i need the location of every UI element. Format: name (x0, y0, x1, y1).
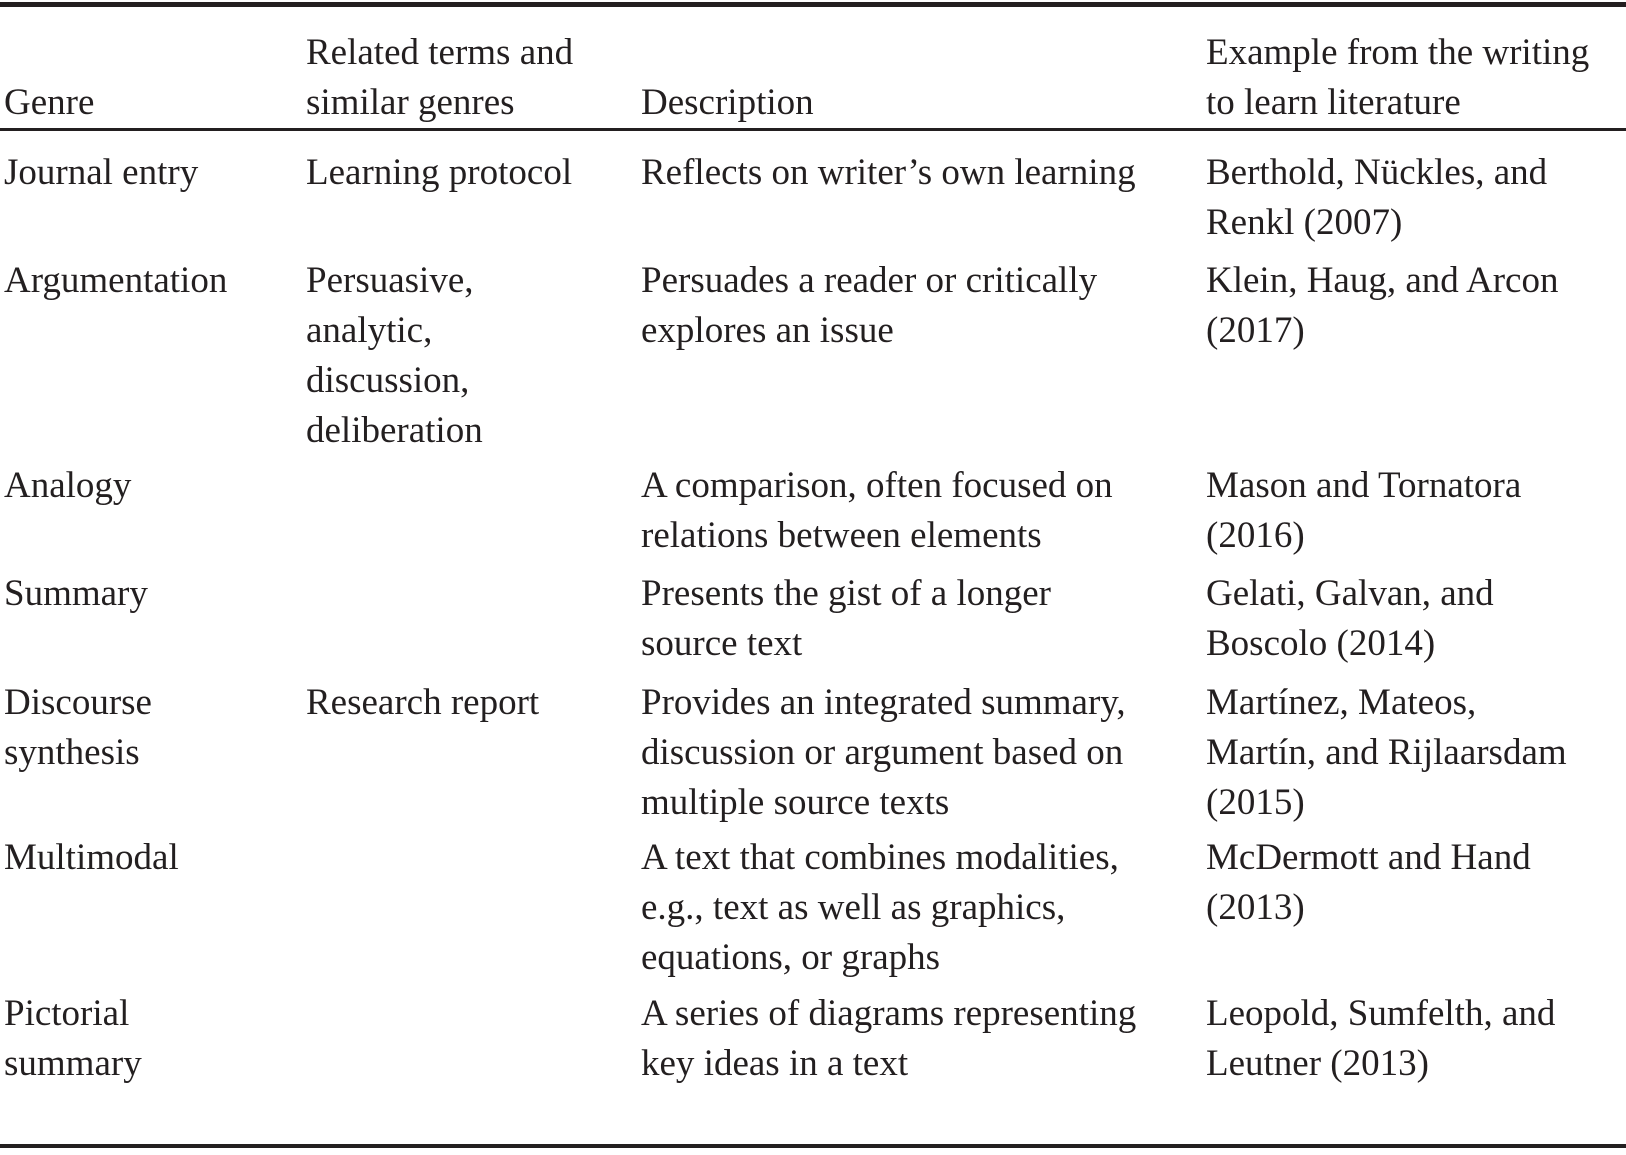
row-genre: Journal entry (4, 152, 199, 193)
row-description: Presents the gist of a longer source text (641, 573, 1051, 664)
row-example: Klein, Haug, and Arcon (2017) (1206, 260, 1559, 351)
row-description: A series of diagrams representing key ideas in a text (641, 993, 1137, 1084)
row-genre: Argumentation (4, 260, 228, 301)
row-genre: Analogy (4, 465, 132, 506)
row-genre: Pictorial summary (4, 993, 142, 1084)
row-description: Provides an integrated summary, discussion or argument based on multiple source texts (641, 682, 1126, 823)
row-example: Berthold, Nückles, and Renkl (2007) (1206, 152, 1548, 243)
row-description: Reflects on writer’s own learning (641, 152, 1136, 193)
table-top-rule (0, 2, 1626, 7)
row-genre: Summary (4, 573, 148, 614)
table-bottom-rule (0, 1144, 1626, 1148)
header-genre: Genre (4, 82, 95, 123)
row-example: Martínez, Mateos, Martín, and Rijlaarsdam (2015) (1206, 682, 1567, 823)
row-description: A text that combines modalities, e.g., text as well as graphics, equations, or graphs (641, 837, 1119, 978)
header-description: Description (641, 82, 814, 123)
row-example: Gelati, Galvan, and Boscolo (2014) (1206, 573, 1494, 664)
header-example: Example from the writing to learn literature (1206, 32, 1590, 123)
row-example: Leopold, Sumfelth, and Leutner (2013) (1206, 993, 1556, 1084)
row-genre: Multimodal (4, 837, 179, 878)
row-description: Persuades a reader or critically explores an issue (641, 260, 1098, 351)
row-related: Learning protocol (306, 152, 573, 193)
row-related: Persuasive, analytic, discussion, deliberation (306, 260, 483, 451)
header-related-terms: Related terms and similar genres (306, 32, 574, 123)
row-example: Mason and Tornatora (2016) (1206, 465, 1522, 556)
row-example: McDermott and Hand (2013) (1206, 837, 1531, 928)
table-header-rule (0, 128, 1626, 131)
row-related: Research report (306, 682, 540, 723)
row-genre: Discourse synthesis (4, 682, 152, 773)
row-description: A comparison, often focused on relations between elements (641, 465, 1113, 556)
